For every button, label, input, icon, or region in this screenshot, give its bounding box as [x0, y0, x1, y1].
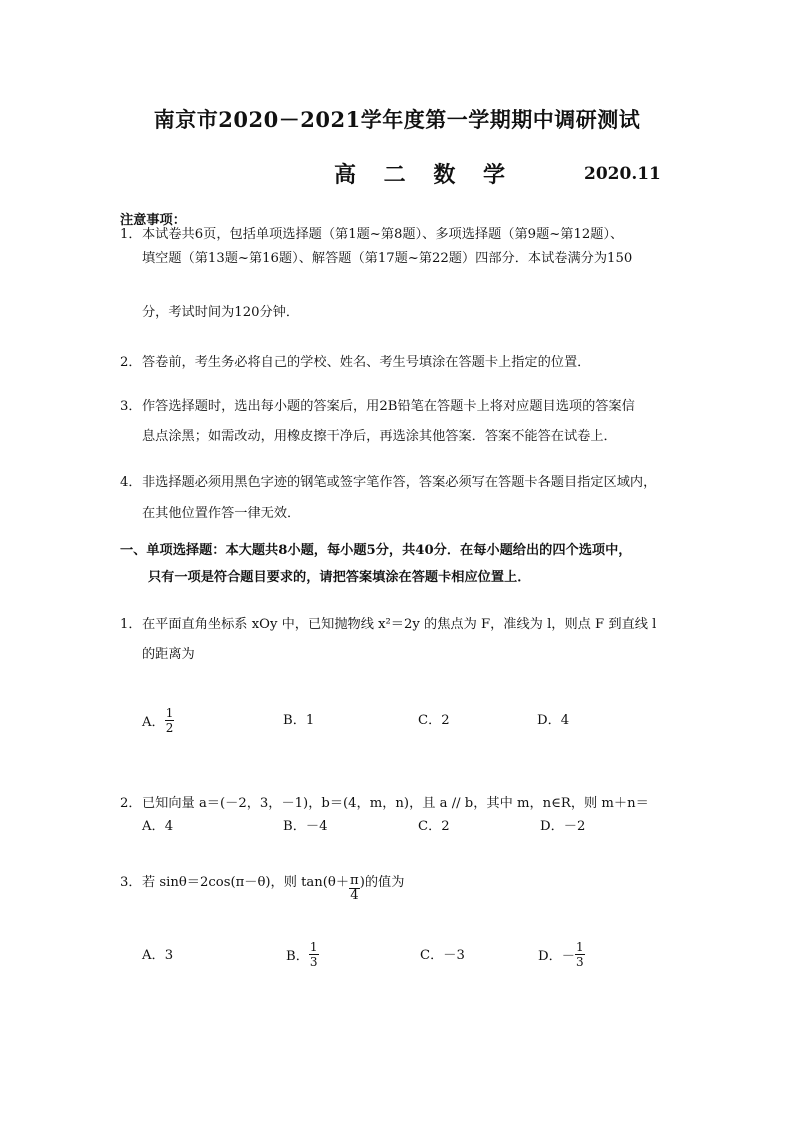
exam-date: 2020.11 — [584, 164, 661, 184]
question-3-option-a: A．3 — [142, 948, 174, 963]
question-1-option-b: B．1 — [283, 713, 315, 728]
question-2-option-b: B．－4 — [283, 819, 328, 834]
question-3-option-c: C．－3 — [420, 948, 465, 963]
question-3-num: 3． — [120, 875, 142, 890]
notice-item-3-line-2: 息点涂黑；如需改动，用橡皮擦干净后，再选涂其他答案．答案不能答在试卷上． — [142, 429, 617, 444]
option-b-denominator: 3 — [309, 955, 318, 969]
option-b-numerator: 1 — [309, 940, 318, 954]
notice-item-3-line-1: 作答选择题时，选出每小题的答案后，用2B铅笔在答题卡上将对应题目选项的答案信 — [142, 399, 635, 414]
notice-item-4-num: 4． — [120, 475, 142, 490]
option-a-label: A． — [142, 715, 165, 730]
question-2-num: 2． — [120, 796, 142, 811]
question-3-frac-numerator: π — [350, 873, 359, 888]
notice-item-2-line-1: 答卷前，考生务必将自己的学校、姓名、考生号填涂在答题卡上指定的位置． — [142, 355, 591, 370]
option-d-fraction — [575, 940, 585, 969]
question-1-option-c: C．2 — [418, 713, 450, 728]
option-a-denominator: 2 — [165, 721, 174, 735]
question-1-stem-line-2: 的距离为 — [142, 647, 195, 662]
notice-item-1-num: 1． — [120, 227, 142, 242]
question-3-stem-pre: 若 sinθ＝2cos(π－θ)，则 tan(θ＋ — [142, 875, 350, 890]
option-b-label: B． — [286, 949, 309, 964]
question-1-option-d: D．4 — [537, 713, 570, 728]
option-b-fraction — [309, 940, 319, 969]
question-3-option-b — [286, 940, 319, 969]
question-3-option-d — [538, 940, 585, 969]
option-d-label: D．－ — [538, 949, 575, 964]
option-d-denominator: 3 — [575, 955, 584, 969]
page-title: 南京市2020－2021学年度第一学期期中调研测试 — [153, 107, 641, 132]
section-heading-line-1: 一、单项选择题：本大题共8小题，每小题5分，共40分．在每小题给出的四个选项中， — [120, 543, 632, 558]
notice-item-3-num: 3． — [120, 399, 142, 414]
notice-item-1-line-1: 本试卷共6页，包括单项选择题（第1题~第8题）、多项选择题（第9题~第12题）、 — [142, 227, 624, 242]
question-1-option-a — [142, 706, 174, 735]
notice-item-4-line-2: 在其他位置作答一律无效． — [142, 506, 301, 521]
subject-title: 高 二 数 学 — [334, 162, 515, 188]
notice-item-2-num: 2． — [120, 355, 142, 370]
question-2-stem: 已知向量 a＝(－2，3，－1)，b＝(4，m，n)，且 a // b，其中 m，n∈R，则 m＋n＝ — [142, 796, 649, 811]
notice-item-1-line-3: 分，考试时间为120分钟． — [142, 305, 300, 320]
question-3-stem — [142, 874, 404, 903]
question-1-num: 1． — [120, 617, 142, 632]
option-d-numerator: 1 — [575, 940, 584, 954]
option-a-numerator: 1 — [165, 706, 174, 720]
question-2-option-d: D．－2 — [540, 819, 586, 834]
section-heading-line-2: 只有一项是符合题目要求的，请把答案填涂在答题卡相应位置上． — [148, 570, 531, 585]
question-2-option-a: A．4 — [142, 819, 174, 834]
question-2-option-c: C．2 — [418, 819, 450, 834]
question-1-stem-line-1: 在平面直角坐标系 xOy 中，已知抛物线 x²＝2y 的焦点为 F，准线为 l，则点 F 到直线 l — [142, 617, 657, 632]
notice-item-4-line-1: 非选择题必须用黑色字迹的钢笔或签字笔作答，答案必须写在答题卡各题目指定区域内， — [142, 475, 657, 490]
notice-item-1-line-2: 填空题（第13题~第16题）、解答题（第17题~第22题）四部分．本试卷满分为150 — [142, 251, 633, 266]
notice-heading: 注意事项： — [120, 213, 186, 228]
option-a-fraction — [165, 706, 175, 735]
question-3-stem-fraction — [349, 874, 360, 903]
question-3-stem-post: )的值为 — [359, 875, 405, 890]
question-3-frac-denominator: 4 — [350, 888, 359, 903]
